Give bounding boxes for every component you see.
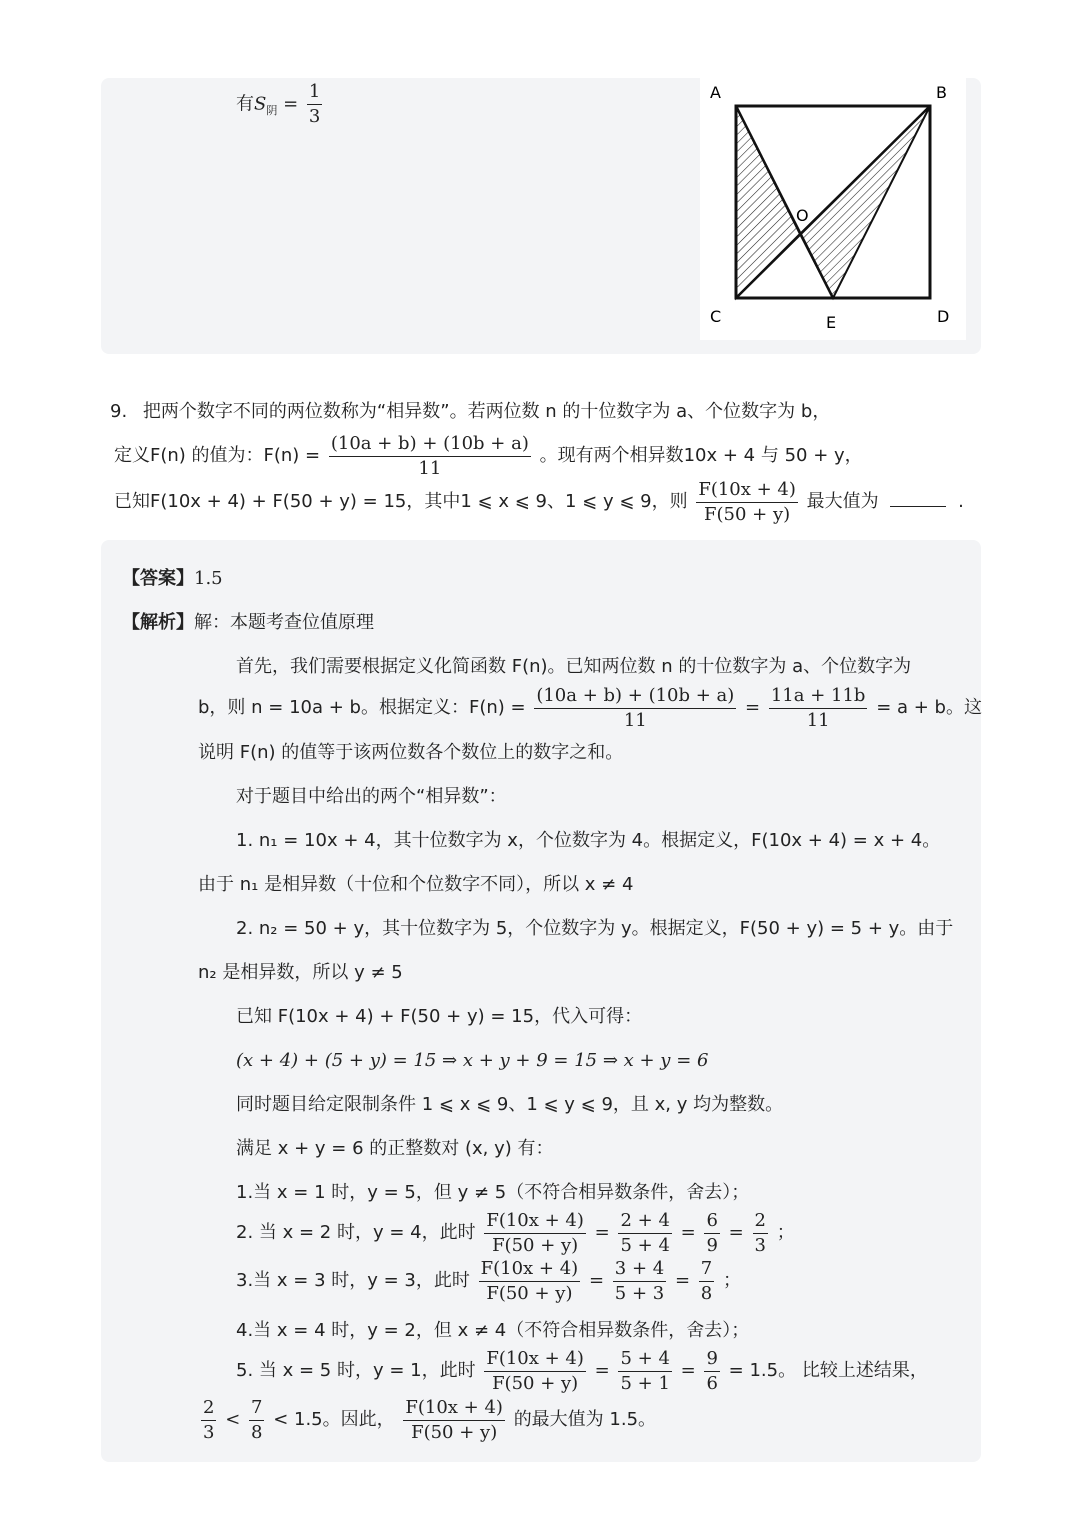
den: F(50 + y): [492, 1234, 579, 1256]
num: F(10x + 4): [484, 1211, 586, 1234]
eq: =: [728, 1222, 744, 1243]
c3-f3: [699, 1259, 714, 1304]
c2-a: 2. 当 x = 2 时，y = 4，此时: [236, 1222, 476, 1243]
num: F(10x + 4): [696, 480, 798, 503]
shaded-area-result: [236, 82, 325, 126]
den: F(50 + y): [486, 1282, 573, 1304]
q9-def-tail: 。现有两个相异数10x + 4 与 50 + y，: [539, 445, 863, 466]
den: 5 + 4: [620, 1234, 670, 1256]
c3-f1: [479, 1259, 581, 1304]
p2-a: b，则 n = 10a + b。根据定义：F(n) =: [198, 697, 526, 718]
num: 2 + 4: [618, 1211, 671, 1234]
den: 3: [203, 1421, 215, 1443]
q9-number: 9.: [110, 401, 128, 422]
num: 2: [753, 1211, 768, 1234]
eq-sign: =: [283, 93, 304, 115]
label-o: O: [796, 206, 809, 225]
q9-text1: 把两个数字不同的两位数称为“相异数”。若两位数 n 的十位数字为 a、个位数字为 b，: [142, 401, 831, 422]
para-5: 1. n₁ = 10x + 4，其十位数字为 x，个位数字为 4。根据定义，F(10x + 4) = x + 4。: [236, 830, 941, 851]
eq: =: [674, 1270, 691, 1291]
num: F(10x + 4): [479, 1259, 581, 1282]
den: 6: [706, 1372, 718, 1394]
case-5: [236, 1346, 928, 1396]
answer-tag: 【答案】: [122, 568, 194, 589]
c6-mid: < 1.5。因此，: [273, 1409, 395, 1430]
para-6: 由于 n₁ 是相异数（十位和个位数字不同），所以 x ≠ 4: [198, 874, 634, 895]
analysis-tag: 【解析】: [122, 612, 194, 633]
eq: =: [680, 1360, 696, 1381]
case-1: 1.当 x = 1 时，y = 5，但 y ≠ 5（不符合相异数条件，舍去）；: [236, 1182, 750, 1203]
c5-f3: [704, 1349, 719, 1394]
den: 11: [806, 709, 830, 731]
fraction: [307, 82, 322, 127]
analysis-text: 解：本题考查位值原理: [194, 612, 374, 633]
answer-blank: [890, 506, 946, 507]
para-3: 说明 F(n) 的值等于该两位数各个数位上的数字之和。: [198, 742, 624, 763]
para-2: [198, 684, 982, 732]
c2-end: ；: [776, 1222, 795, 1243]
label-c: C: [710, 307, 722, 326]
den: 5 + 1: [620, 1372, 670, 1394]
frac-num: 1: [307, 82, 322, 105]
q9-line3: [114, 477, 964, 527]
c2-f1: [484, 1211, 586, 1256]
den: 11: [623, 709, 647, 731]
q9-def-frac: [329, 434, 531, 479]
para-10: (x + 4) + (5 + y) = 15 ⇒ x + y + 9 = 15 ⇒ x + y = 6: [236, 1050, 709, 1071]
case-4: 4.当 x = 4 时，y = 2，但 x ≠ 4（不符合相异数条件，舍去）；: [236, 1320, 750, 1341]
s-letter: S: [254, 93, 267, 115]
square-diagram: [700, 78, 966, 340]
c2-f3: [704, 1211, 719, 1256]
c5-f2: [618, 1349, 671, 1394]
c5-a: 5. 当 x = 5 时，y = 1，此时: [236, 1360, 476, 1381]
answer-line: [122, 566, 223, 592]
para-1: 首先，我们需要根据定义化简函数 F(n)。已知两位数 n 的十位数字为 a、个位数字为: [236, 656, 912, 677]
label-e: E: [826, 313, 837, 332]
c6-end: 的最大值为 1.5。: [513, 1409, 657, 1430]
eq: =: [594, 1360, 610, 1381]
den: 3: [754, 1234, 766, 1256]
c2-f4: [753, 1211, 768, 1256]
den: 9: [706, 1234, 718, 1256]
label-d: D: [937, 307, 950, 326]
num: 9: [704, 1349, 719, 1372]
den: 8: [251, 1421, 263, 1443]
shaded-left: [736, 106, 800, 298]
c3-f2: [613, 1259, 666, 1304]
p2-frac1: [534, 686, 736, 731]
num: 5 + 4: [618, 1349, 671, 1372]
num: 6: [704, 1211, 719, 1234]
c2-f2: [618, 1211, 671, 1256]
p2-frac2: [769, 686, 868, 731]
eq: =: [588, 1270, 605, 1291]
geometry-figure: [700, 78, 966, 340]
q9-ask: 最大值为: [806, 491, 879, 512]
q9-line1: [110, 399, 830, 425]
frac-den: 3: [308, 105, 321, 127]
q9-ratio-frac: [696, 480, 798, 525]
para-11: 同时题目给定限制条件 1 ⩽ x ⩽ 9、1 ⩽ y ⩽ 9，且 x, y 均为整数。: [236, 1094, 784, 1115]
q9-cond: 已知F(10x + 4) + F(50 + y) = 15，其中1 ⩽ x ⩽ 9、1 ⩽ y ⩽ 9，则: [114, 491, 688, 512]
c6-f1: [201, 1398, 216, 1443]
label-a: A: [710, 83, 721, 102]
c3-end: ；: [722, 1270, 741, 1291]
num: 7: [699, 1259, 714, 1282]
num: 2: [201, 1398, 216, 1421]
num: 11a + 11b: [769, 686, 868, 709]
case-3: [236, 1256, 741, 1306]
para-7: 2. n₂ = 50 + y，其十位数字为 5，个位数字为 y。根据定义，F(50 + y) = 5 + y。由于: [236, 918, 954, 939]
num: 3 + 4: [613, 1259, 666, 1282]
label-b: B: [936, 83, 947, 102]
lt: <: [225, 1409, 241, 1430]
den: 11: [418, 457, 442, 479]
den: 5 + 3: [614, 1282, 665, 1304]
num: F(10x + 4): [403, 1398, 505, 1421]
den: F(50 + y): [411, 1421, 498, 1443]
para-12: 满足 x + y = 6 的正整数对 (x, y) 有：: [236, 1138, 554, 1159]
num: 7: [249, 1398, 264, 1421]
num: (10a + b) + (10b + a): [534, 686, 736, 709]
den: 8: [700, 1282, 713, 1304]
para-9: 已知 F(10x + 4) + F(50 + y) = 15，代入可得：: [236, 1006, 643, 1027]
q9-end: .: [958, 491, 964, 512]
q9-line2: [114, 432, 863, 480]
p2-b: = a + b。这: [876, 697, 982, 718]
q9-def: 定义F(n) 的值为：F(n) =: [114, 445, 321, 466]
den: F(50 + y): [492, 1372, 579, 1394]
eq: =: [680, 1222, 696, 1243]
c3-a: 3.当 x = 3 时，y = 3，此时: [236, 1270, 470, 1291]
c5-f1: [484, 1349, 586, 1394]
c6-f2: [249, 1398, 264, 1443]
case-2: [236, 1208, 795, 1258]
para-4: 对于题目中给出的两个“相异数”：: [236, 786, 507, 807]
analysis-line: [122, 610, 374, 636]
s-sub: 阴: [266, 103, 278, 117]
answer-value: 1.5: [194, 568, 223, 589]
eq: =: [594, 1222, 610, 1243]
num: F(10x + 4): [484, 1349, 586, 1372]
c5-end: = 1.5。 比较上述结果，: [728, 1360, 928, 1381]
para-8: n₂ 是相异数，所以 y ≠ 5: [198, 962, 403, 983]
den: F(50 + y): [704, 503, 791, 525]
you-char: 有: [236, 93, 254, 115]
case-conclusion: [198, 1395, 656, 1445]
p2-eq: =: [745, 697, 761, 718]
c6-f3: [403, 1398, 505, 1443]
num: (10a + b) + (10b + a): [329, 434, 531, 457]
